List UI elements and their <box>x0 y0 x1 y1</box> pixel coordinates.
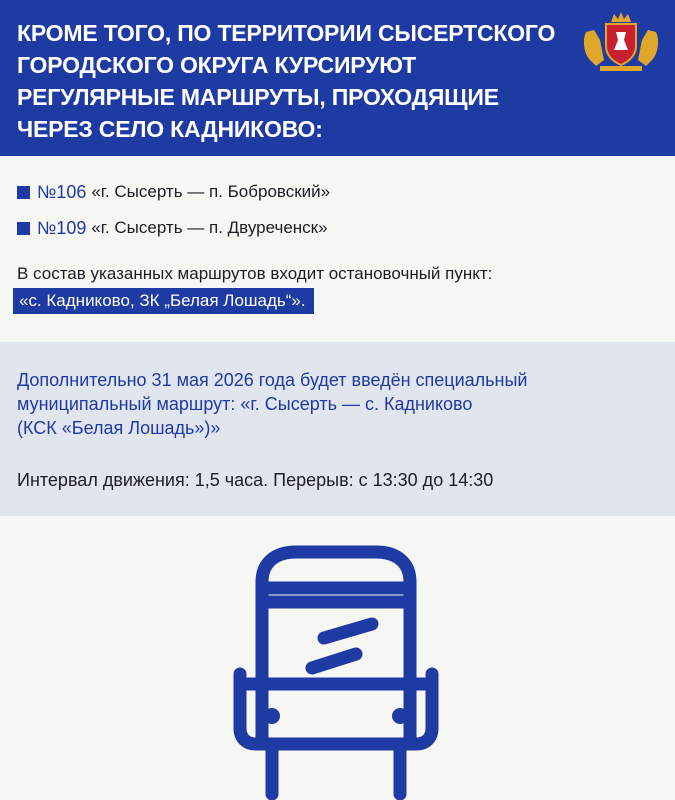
square-bullet-icon <box>17 186 30 199</box>
interval-text: Интервал движения: 1,5 часа. Перерыв: с 13:30 до 14:30 <box>17 470 494 490</box>
route-list <box>17 180 657 252</box>
list-item <box>17 180 657 204</box>
header-banner <box>0 0 675 156</box>
special-route-text: Дополнительно 31 мая 2026 года будет введён специальный муниципальный маршрут: «г. Сысерть — с. Кадниково (КСК «Белая Лошадь»)» <box>17 370 528 438</box>
route-number: №109 <box>37 217 87 238</box>
info-box <box>0 342 675 516</box>
stop-intro-text: В состав указанных маршрутов входит остановочный пункт: <box>17 264 493 283</box>
route-name: «г. Сысерть — п. Бобровский» <box>91 182 331 201</box>
stop-name-highlight: «с. Кадниково, ЗК „Белая Лошадь“». <box>13 288 314 314</box>
square-bullet-icon <box>17 222 30 235</box>
route-number: №106 <box>37 181 87 202</box>
coat-of-arms-icon <box>578 10 664 74</box>
route-name: «г. Сысерть — п. Двуреченск» <box>91 218 328 237</box>
list-item <box>17 216 657 240</box>
bus-icon <box>232 544 440 800</box>
header-title: КРОМЕ ТОГО, ПО ТЕРРИТОРИИ СЫСЕРТСКОГО ГОРОДСКОГО ОКРУГА КУРСИРУЮТ РЕГУЛЯРНЫЕ МАРШРУТЫ, ПРОХОДЯЩИЕ ЧЕРЕЗ СЕЛО КАДНИКОВО: <box>17 20 556 142</box>
